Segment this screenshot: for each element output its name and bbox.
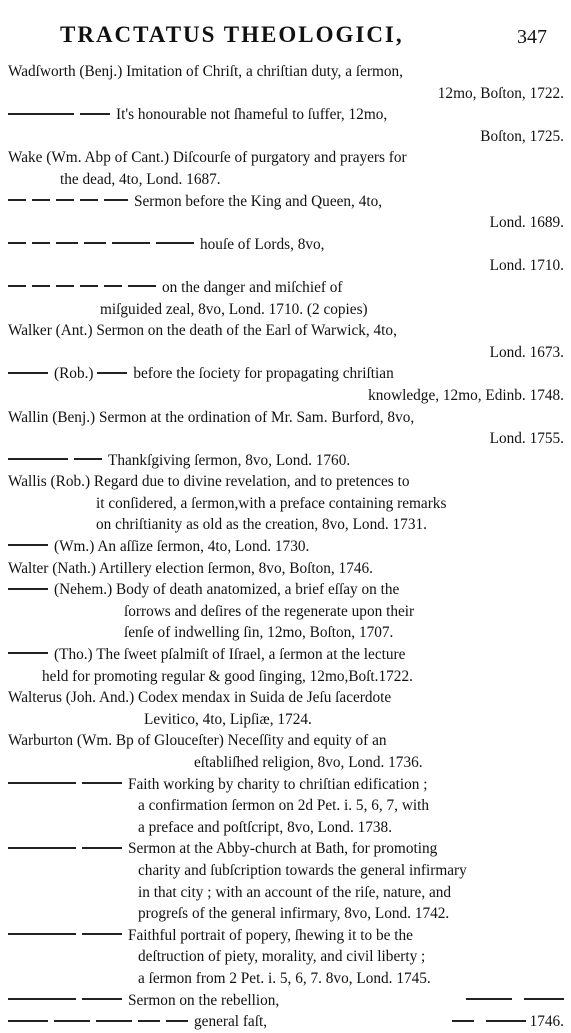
entry-text: Faithful portrait of popery, ſhewing it to be the (128, 926, 413, 944)
bibliography-list (8, 61, 564, 1033)
entry-line (8, 860, 564, 882)
entry-text: Boſton, 1725. (480, 127, 564, 145)
entry-line (8, 407, 564, 429)
entry-line (8, 903, 564, 925)
entry-line (8, 666, 564, 688)
ditto-dash (32, 285, 50, 287)
ditto-dash (74, 458, 102, 460)
ditto-dash (8, 847, 76, 849)
entry-line (8, 752, 564, 774)
entry-text: Wallis (Rob.) Regard due to divine revelation, and to pretences to (8, 473, 410, 491)
ditto-dash (452, 1020, 474, 1022)
entry-text: on the danger and miſchief of (162, 278, 343, 296)
entry-line (8, 882, 564, 904)
bibliography-entry (8, 104, 564, 147)
entry-line (8, 234, 564, 256)
entry-text: Faith working by charity to chriſtian edification ; (128, 775, 428, 793)
ditto-dash (56, 285, 74, 287)
bibliography-entry (8, 450, 564, 472)
ditto-dash (156, 242, 194, 244)
ditto-dash (8, 285, 26, 287)
ditto-dash (97, 372, 127, 374)
entry-line (8, 493, 564, 515)
entry-text: Thankſgiving ſermon, 8vo, Lond. 1760. (108, 451, 351, 469)
ditto-dash (56, 242, 78, 244)
ditto-dash (54, 1020, 90, 1022)
entry-line (8, 471, 564, 493)
entry-text: Lond. 1673. (489, 343, 564, 361)
entry-text: charity and ſubſcription towards the general infirmary (138, 861, 467, 879)
entry-text: deſtruction of piety, morality, and civil liberty ; (138, 948, 426, 966)
entry-text: before the ſociety for propagating chriſtian (133, 365, 394, 383)
ditto-dash (8, 199, 26, 201)
entry-text: Walter (Nath.) Artillery election ſermon, 8vo, Boſton, 1746. (8, 559, 373, 577)
entry-line (8, 147, 564, 169)
entry-text: Sermon before the King and Queen, 4to, (134, 192, 383, 210)
ditto-dash (104, 199, 128, 201)
entry-text: It's honourable not ſhameful to ſuffer, 12mo, (116, 106, 388, 124)
entry-line (8, 212, 564, 234)
entry-line (8, 255, 564, 277)
bibliography-entry (8, 61, 564, 104)
entry-text: Lond. 1710. (489, 257, 564, 275)
ditto-dash (80, 285, 98, 287)
ditto-dash (112, 242, 150, 244)
bibliography-entry (8, 730, 564, 773)
ditto-dash (166, 1020, 188, 1022)
entry-text: a preface and poſtſcript, 8vo, Lond. 1738. (138, 818, 393, 836)
entry-line (8, 514, 564, 536)
entry-text: eſtabliſhed religion, 8vo, Lond. 1736. (194, 754, 423, 771)
bibliography-entry (8, 320, 564, 363)
entry-text: (Wm.) An aſſize ſermon, 4to, Lond. 1730. (54, 538, 310, 556)
ditto-dash (56, 199, 74, 201)
entry-line (8, 126, 564, 148)
entry-line (8, 1011, 564, 1033)
ditto-dash (8, 544, 48, 546)
entry-line (8, 61, 564, 83)
entry-text: in that city ; with an account of the riſe, nature, and (138, 883, 452, 901)
bibliography-entry (8, 1011, 564, 1033)
entry-text: the dead, 4to, Lond. 1687. (60, 170, 221, 188)
line-tail (440, 1011, 564, 1033)
entry-text: (Nehem.) Body of death anatomized, a brief eſſay on the (54, 581, 400, 599)
entry-text: Wake (Wm. Abp of Cant.) Diſcourſe of purgatory and prayers for (8, 149, 407, 167)
ditto-dash (32, 242, 50, 244)
entry-line (8, 104, 564, 126)
bibliography-entry (8, 407, 564, 450)
entry-line (8, 990, 564, 1012)
entry-line (8, 385, 564, 407)
ditto-dash (8, 1020, 48, 1022)
line-tail (454, 990, 564, 1012)
entry-text: Wallin (Benj.) Sermon at the ordination of Mr. Sam. Burford, 8vo, (8, 408, 415, 426)
bibliography-entry (8, 925, 564, 990)
entry-text: Levitico, 4to, Lipſiæ, 1724. (144, 710, 312, 728)
entry-line (8, 83, 564, 105)
entry-text: it conſidered, a ſermon,with a preface containing remarks (96, 494, 447, 512)
bibliography-entry (8, 363, 564, 406)
entry-text: 1746. (529, 1013, 564, 1031)
entry-line (8, 299, 564, 321)
ditto-dash (138, 1020, 160, 1022)
ditto-dash (8, 242, 26, 244)
bibliography-entry (8, 644, 564, 687)
ditto-dash (8, 458, 68, 460)
entry-line (8, 558, 564, 580)
entry-line (8, 687, 564, 709)
entry-text: 12mo, Boſton, 1722. (437, 84, 564, 102)
bibliography-entry (8, 191, 564, 234)
ditto-dash (486, 1020, 526, 1022)
entry-line (8, 709, 564, 731)
entry-line (8, 925, 564, 947)
entry-line (8, 277, 564, 299)
entry-line (8, 342, 564, 364)
ditto-dash (128, 285, 156, 287)
entry-line (8, 838, 564, 860)
entry-line (8, 191, 564, 213)
entry-line (8, 601, 564, 623)
entry-line (8, 536, 564, 558)
bibliography-entry (8, 536, 564, 558)
ditto-dash (8, 933, 76, 935)
entry-text: ſenſe of indwelling ſin, 12mo, Boſton, 1707. (124, 624, 394, 642)
bibliography-entry (8, 471, 564, 536)
entry-text: miſguided zeal, 8vo, Lond. 1710. (2 copies) (100, 300, 368, 318)
entry-text: on chriſtianity as old as the creation, 8vo, Lond. 1731. (96, 516, 427, 534)
entry-line (8, 795, 564, 817)
ditto-dash (82, 933, 122, 935)
page-header (60, 14, 561, 54)
entry-line (8, 320, 564, 342)
entry-text: Walterus (Joh. And.) Codex mendax in Suida de Jeſu ſacerdote (8, 689, 392, 707)
ditto-dash (84, 242, 106, 244)
bibliography-entry (8, 234, 564, 277)
ditto-dash (104, 285, 122, 287)
bibliography-entry (8, 774, 564, 839)
entry-text: Walker (Ant.) Sermon on the death of the Earl of Warwick, 4to, (8, 322, 397, 340)
bibliography-entry (8, 277, 564, 320)
entry-text: (Rob.) (54, 365, 94, 383)
entry-line (8, 730, 564, 752)
ditto-dash (8, 652, 48, 654)
entry-text: Sermon at the Abby-church at Bath, for promoting (128, 840, 438, 858)
entry-line (8, 579, 564, 601)
entry-text: held for promoting regular & good ſinging, 12mo,Boſt.1722. (42, 667, 413, 685)
entry-line (8, 968, 564, 990)
bibliography-entry (8, 687, 564, 730)
ditto-dash (82, 847, 122, 849)
ditto-dash (82, 782, 122, 784)
running-title: TRACTATUS THEOLOGICI, (60, 22, 404, 47)
entry-line (8, 946, 564, 968)
entry-text: knowledge, 12mo, Edinb. 1748. (368, 386, 564, 404)
ditto-dash (8, 588, 48, 590)
entry-line (8, 817, 564, 839)
entry-text: a confirmation ſermon on 2d Pet. i. 5, 6, 7, with (138, 797, 430, 815)
entry-line (8, 428, 564, 450)
ditto-dash (80, 199, 98, 201)
entry-text: general faſt, (194, 1013, 268, 1031)
ditto-dash (8, 113, 74, 115)
page-number: 347 (517, 26, 547, 48)
bibliography-entry (8, 147, 564, 190)
entry-text: (Tho.) The ſweet pſalmiſt of Iſrael, a ſermon at the lecture (54, 646, 406, 664)
ditto-dash (8, 782, 76, 784)
ditto-dash (80, 113, 110, 115)
entry-text: Warburton (Wm. Bp of Glouceſter) Neceſſity and equity of an (8, 732, 387, 750)
entry-line (8, 450, 564, 472)
bibliography-entry (8, 579, 564, 644)
ditto-dash (96, 1020, 132, 1022)
entry-text: Sermon on the rebellion, (128, 991, 280, 1009)
entry-text: a ſermon from 2 Pet. i. 5, 6, 7. 8vo, Lond. 1745. (138, 969, 431, 987)
entry-line (8, 622, 564, 644)
ditto-dash (8, 372, 48, 374)
entry-text: progreſs of the general infirmary, 8vo, Lond. 1742. (138, 905, 450, 923)
entry-line (8, 644, 564, 666)
entry-text: Lond. 1689. (489, 214, 564, 232)
entry-text: ſorrows and deſires of the regenerate upon their (124, 602, 415, 620)
entry-text: Wadſworth (Benj.) Imitation of Chriſt, a chriſtian duty, a ſermon, (8, 63, 403, 80)
entry-line (8, 774, 564, 796)
bibliography-entry (8, 558, 564, 580)
bibliography-entry (8, 838, 564, 924)
entry-text: Lond. 1755. (489, 430, 564, 448)
entry-text: houſe of Lords, 8vo, (200, 235, 325, 253)
entry-line (8, 363, 564, 385)
bibliography-entry (8, 990, 564, 1012)
ditto-dash (32, 199, 50, 201)
entry-line (8, 169, 564, 191)
